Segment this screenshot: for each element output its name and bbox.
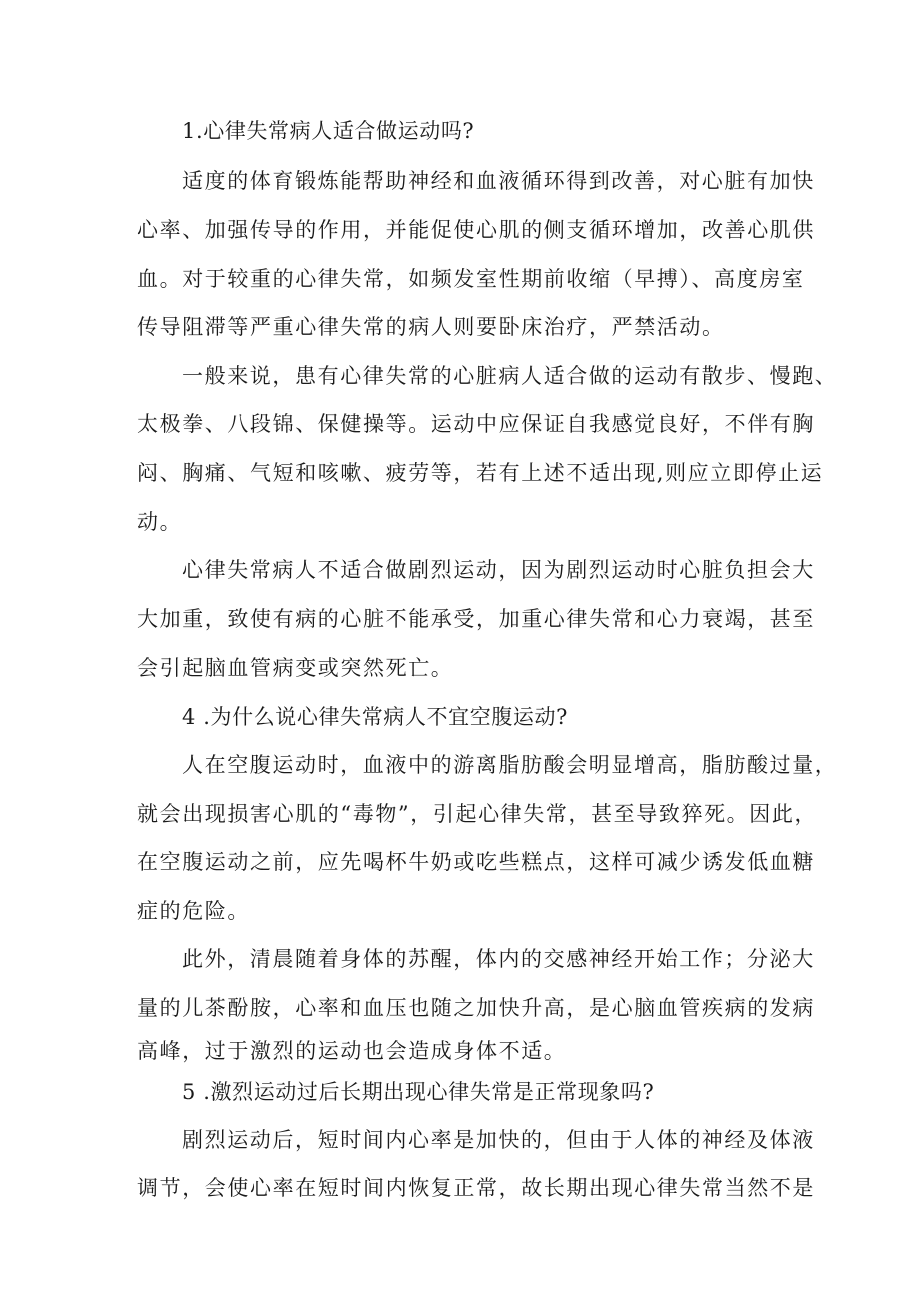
paragraph-1-line-1: 适度的体育锻炼能帮助神经和血液循环得到改善，对心脏有加快 (182, 169, 815, 193)
paragraph-5-line-2: 量的儿茶酚胺，心率和血压也随之加快升高，是心脑血管疾病的发病 (137, 996, 815, 1020)
paragraph-4-line-3: 在空腹运动之前，应先喝杯牛奶或吃些糕点，这样可减少诱发低血糖 (137, 850, 815, 874)
paragraph-6-line-1: 剧烈运动后，短时间内心率是加快的，但由于人体的神经及体液 (182, 1128, 815, 1152)
paragraph-2-line-3: 闷、胸痛、气短和咳嗽、疲劳等，若有上述不适出现,则应立即停止运 (137, 461, 824, 485)
paragraph-3-line-3: 会引起脑血管病变或突然死亡。 (137, 656, 454, 680)
paragraph-3-line-1: 心律失常病人不适合做剧烈运动，因为剧烈运动时心脏负担会大 (182, 558, 815, 582)
paragraph-2-line-4: 动。 (137, 510, 183, 534)
question-1-heading: 1.心律失常病人适合做运动吗? (182, 119, 475, 143)
paragraph-5-line-1: 此外，清晨随着身体的苏醒，体内的交感神经开始工作；分泌大 (182, 947, 815, 971)
question-5-heading: 5 .激烈运动过后长期出现心律失常是正常现象吗? (182, 1080, 655, 1104)
paragraph-2-line-2: 太极拳、八段锦、保健操等。运动中应保证自我感觉良好，不伴有胸 (137, 412, 815, 436)
paragraph-4-line-2: 就会出现损害心肌的“毒物”，引起心律失常，甚至导致猝死。因此， (137, 802, 818, 826)
paragraph-1-line-2: 心率、加强传导的作用，并能促使心肌的侧支循环增加，改善心肌供 (137, 218, 815, 242)
paragraph-5-line-3: 高峰，过于激烈的运动也会造成身体不适。 (137, 1039, 567, 1063)
paragraph-1-line-3: 血。对于较重的心律失常，如频发室性期前收缩（早搏）、高度房室 (137, 267, 805, 291)
question-4-heading: 4 .为什么说心律失常病人不宜空腹运动? (182, 705, 568, 729)
paragraph-1-line-4: 传导阻滞等严重心律失常的病人则要卧床治疗，严禁活动。 (137, 315, 725, 339)
paragraph-2-line-1: 一般来说，患有心律失常的心脏病人适合做的运动有散步、慢跑、 (182, 364, 838, 388)
paragraph-4-line-1: 人在空腹运动时，血液中的游离脂肪酸会明显增高，脂肪酸过量， (182, 753, 838, 777)
paragraph-3-line-2: 大加重，致使有病的心脏不能承受，加重心律失常和心力衰竭，甚至 (137, 607, 815, 631)
paragraph-6-line-2: 调节，会使心率在短时间内恢复正常，故长期出现心律失常当然不是 (137, 1176, 815, 1200)
paragraph-4-line-4: 症的危险。 (137, 899, 250, 923)
